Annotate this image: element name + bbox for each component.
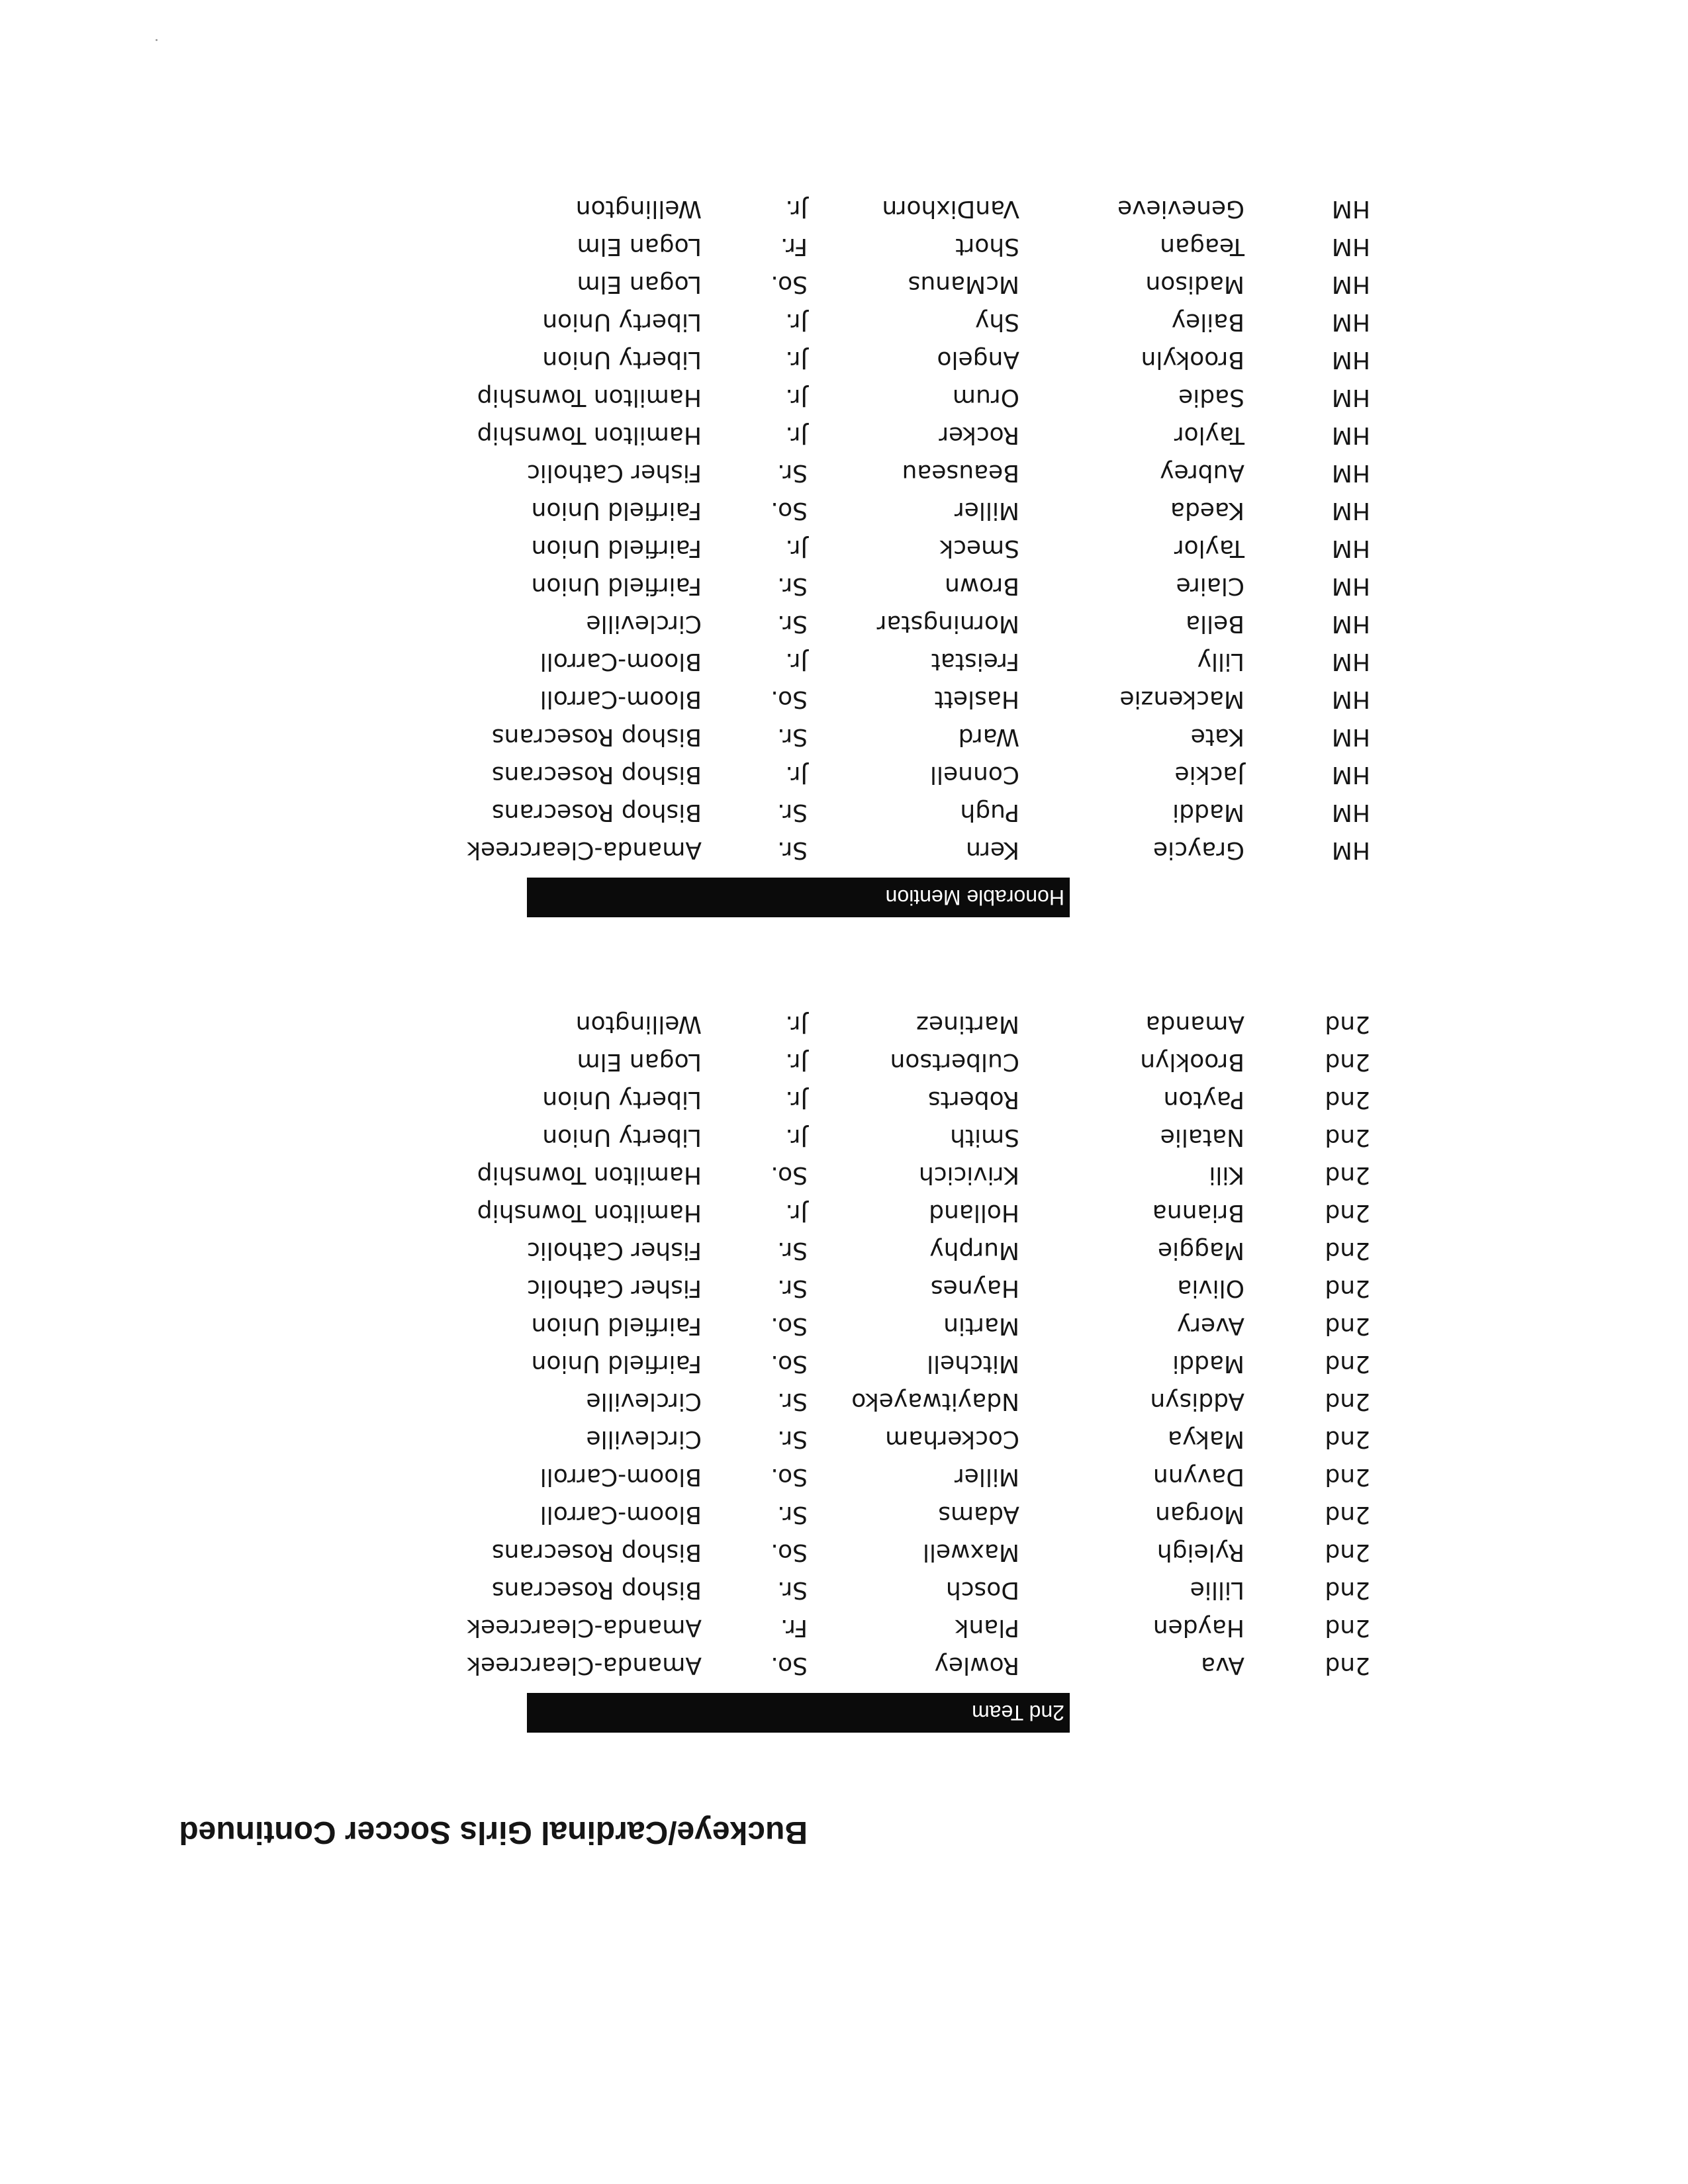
school-cell: Circleville: [586, 1388, 702, 1415]
last-name-cell: Maxwell: [922, 1539, 1019, 1566]
class-year-cell: Sr.: [777, 1237, 808, 1264]
designation-cell: HM: [1331, 648, 1370, 675]
designation-cell: HM: [1331, 723, 1370, 751]
designation-cell: 2nd: [1325, 1086, 1370, 1113]
first-name-cell: Kate: [1190, 723, 1244, 751]
school-cell: Liberty Union: [542, 308, 702, 336]
table-row: [539, 1458, 1370, 1496]
class-year-cell: Sr.: [777, 1501, 808, 1528]
first-name-cell: Brookyln: [1141, 346, 1244, 373]
table-row: [467, 831, 1370, 869]
designation-cell: HM: [1331, 572, 1370, 600]
class-year-cell: So.: [771, 1539, 808, 1566]
class-year-cell: So.: [771, 1463, 808, 1490]
table-row: [531, 1345, 1370, 1383]
designation-cell: 2nd: [1325, 1501, 1370, 1528]
first-name-cell: Ava: [1201, 1652, 1244, 1679]
school-cell: Hamilton Township: [477, 1161, 702, 1189]
table-row: [491, 1571, 1370, 1609]
table-row: [526, 454, 1370, 492]
table-row: [539, 680, 1370, 718]
class-year-cell: Jr.: [785, 308, 808, 336]
school-cell: Wellington: [575, 195, 702, 222]
table-row: [531, 492, 1370, 529]
designation-cell: 2nd: [1325, 1199, 1370, 1226]
school-cell: Amanda-Clearcreek: [467, 1614, 702, 1641]
designation-cell: 2nd: [1325, 1652, 1370, 1679]
last-name-cell: Ndayitwayeko: [851, 1388, 1019, 1415]
honorable-mention-list: [467, 190, 1370, 869]
school-cell: Logan Elm: [577, 1048, 702, 1075]
last-name-cell: Orum: [952, 384, 1019, 411]
table-row: [531, 1307, 1370, 1345]
school-cell: Hamilton Township: [477, 384, 702, 411]
school-cell: Bloom-Carroll: [539, 1463, 702, 1490]
table-row: [531, 529, 1370, 567]
class-year-cell: So.: [771, 1350, 808, 1377]
designation-cell: 2nd: [1325, 1463, 1370, 1490]
designation-cell: HM: [1331, 686, 1370, 713]
class-year-cell: Sr.: [777, 1576, 808, 1604]
designation-cell: HM: [1331, 459, 1370, 486]
table-row: [526, 1269, 1370, 1307]
last-name-cell: McManus: [908, 271, 1019, 298]
class-year-cell: Fr.: [780, 1614, 808, 1641]
first-name-cell: Maddi: [1172, 799, 1244, 826]
table-row: [467, 1647, 1370, 1684]
designation-cell: HM: [1331, 610, 1370, 637]
class-year-cell: Sr.: [777, 723, 808, 751]
first-name-cell: Bailey: [1171, 308, 1244, 336]
table-row: [543, 605, 1370, 643]
table-row: [467, 1609, 1370, 1647]
table-row: [543, 190, 1370, 228]
table-row: [539, 1496, 1370, 1533]
first-name-cell: Payton: [1163, 1086, 1244, 1113]
designation-cell: 2nd: [1325, 1048, 1370, 1075]
class-year-cell: Sr.: [777, 459, 808, 486]
table-row: [477, 1194, 1370, 1232]
first-name-cell: Sadie: [1178, 384, 1244, 411]
last-name-cell: Shy: [975, 308, 1019, 336]
second-team-list: [467, 1005, 1370, 1684]
designation-cell: 2nd: [1325, 1275, 1370, 1302]
first-name-cell: Maddi: [1172, 1350, 1244, 1377]
last-name-cell: Culbertson: [890, 1048, 1019, 1075]
school-cell: Hamilton Township: [477, 1199, 702, 1226]
designation-cell: HM: [1331, 837, 1370, 864]
designation-cell: HM: [1331, 233, 1370, 260]
class-year-cell: Jr.: [785, 384, 808, 411]
first-name-cell: Natalie: [1160, 1124, 1244, 1151]
school-cell: Fairfield Union: [531, 535, 702, 562]
school-cell: Amanda-Clearcreek: [467, 1652, 702, 1679]
last-name-cell: Rowley: [934, 1652, 1019, 1679]
school-cell: Bishop Rosecrans: [491, 1576, 702, 1604]
first-name-cell: Avery: [1176, 1312, 1244, 1340]
table-row: [539, 643, 1370, 680]
last-name-cell: Krivicich: [918, 1161, 1019, 1189]
school-cell: Liberty Union: [542, 346, 702, 373]
section-header-second-team: 2nd Team: [527, 1693, 1070, 1733]
school-cell: Liberty Union: [542, 1124, 702, 1151]
last-name-cell: Dosch: [945, 1576, 1019, 1604]
class-year-cell: Fr.: [780, 233, 808, 260]
last-name-cell: Roberts: [927, 1086, 1019, 1113]
table-row: [491, 794, 1370, 831]
table-row: [491, 756, 1370, 794]
designation-cell: HM: [1331, 535, 1370, 562]
table-row: [526, 1232, 1370, 1269]
last-name-cell: Haslett: [934, 686, 1019, 713]
last-name-cell: Pugh: [960, 799, 1019, 826]
designation-cell: 2nd: [1325, 1426, 1370, 1453]
scan-speck: [156, 39, 158, 41]
table-row: [531, 567, 1370, 605]
school-cell: Fairfield Union: [531, 572, 702, 600]
last-name-cell: Miller: [954, 497, 1019, 524]
table-row: [477, 379, 1370, 416]
last-name-cell: Kern: [966, 837, 1019, 864]
section-header-honorable-mention: Honorable Mention: [527, 878, 1070, 917]
class-year-cell: Jr.: [785, 1048, 808, 1075]
last-name-cell: Martinez: [916, 1011, 1019, 1038]
class-year-cell: Jr.: [785, 346, 808, 373]
class-year-cell: Sr.: [777, 1388, 808, 1415]
class-year-cell: Sr.: [777, 610, 808, 637]
designation-cell: 2nd: [1325, 1539, 1370, 1566]
class-year-cell: So.: [771, 271, 808, 298]
school-cell: Logan Elm: [577, 271, 702, 298]
designation-cell: 2nd: [1325, 1312, 1370, 1340]
class-year-cell: Jr.: [785, 535, 808, 562]
class-year-cell: Jr.: [785, 648, 808, 675]
first-name-cell: Aubrey: [1160, 459, 1244, 486]
designation-cell: 2nd: [1325, 1161, 1370, 1189]
class-year-cell: So.: [771, 497, 808, 524]
class-year-cell: So.: [771, 1161, 808, 1189]
first-name-cell: Taylor: [1174, 422, 1244, 449]
last-name-cell: Mitchell: [927, 1350, 1019, 1377]
last-name-cell: VanDixhorn: [882, 195, 1019, 222]
first-name-cell: Addisyn: [1150, 1388, 1244, 1415]
first-name-cell: Davynn: [1152, 1463, 1244, 1490]
school-cell: Fairfield Union: [531, 1312, 702, 1340]
first-name-cell: Bella: [1186, 610, 1244, 637]
class-year-cell: Jr.: [785, 761, 808, 788]
first-name-cell: Morgan: [1155, 1501, 1244, 1528]
school-cell: Fisher Catholic: [526, 1237, 702, 1264]
school-cell: Bloom-Carroll: [539, 1501, 702, 1528]
school-cell: Hamilton Township: [477, 422, 702, 449]
school-cell: Bishop Rosecrans: [491, 799, 702, 826]
table-row: [543, 265, 1370, 303]
designation-cell: 2nd: [1325, 1576, 1370, 1604]
last-name-cell: Connell: [930, 761, 1019, 788]
school-cell: Bishop Rosecrans: [491, 1539, 702, 1566]
first-name-cell: Amanda: [1145, 1011, 1244, 1038]
school-cell: Circleville: [586, 1426, 702, 1453]
first-name-cell: Lillie: [1190, 1576, 1244, 1604]
page-title: Buckeye/Cardinal Girls Soccer Continued: [179, 1815, 808, 1850]
table-row: [543, 1118, 1370, 1156]
last-name-cell: Angelo: [937, 346, 1019, 373]
table-row: [543, 1081, 1370, 1118]
table-row: [543, 1005, 1370, 1043]
school-cell: Liberty Union: [542, 1086, 702, 1113]
class-year-cell: So.: [771, 1652, 808, 1679]
designation-cell: HM: [1331, 422, 1370, 449]
last-name-cell: Martin: [943, 1312, 1019, 1340]
last-name-cell: Freistat: [931, 648, 1019, 675]
class-year-cell: Sr.: [777, 1426, 808, 1453]
school-cell: Bishop Rosecrans: [491, 761, 702, 788]
designation-cell: HM: [1331, 761, 1370, 788]
school-cell: Fisher Catholic: [526, 1275, 702, 1302]
class-year-cell: Sr.: [777, 572, 808, 600]
designation-cell: 2nd: [1325, 1614, 1370, 1641]
first-name-cell: Ryleigh: [1156, 1539, 1244, 1566]
table-row: [477, 416, 1370, 454]
table-row: [543, 1383, 1370, 1420]
last-name-cell: Short: [955, 233, 1019, 260]
designation-cell: 2nd: [1325, 1350, 1370, 1377]
designation-cell: 2nd: [1325, 1388, 1370, 1415]
school-cell: Amanda-Clearcreek: [467, 837, 702, 864]
class-year-cell: Jr.: [785, 195, 808, 222]
designation-cell: HM: [1331, 346, 1370, 373]
class-year-cell: Sr.: [777, 1275, 808, 1302]
class-year-cell: Jr.: [785, 1011, 808, 1038]
first-name-cell: Makya: [1167, 1426, 1244, 1453]
school-cell: Logan Elm: [577, 233, 702, 260]
last-name-cell: Ward: [958, 723, 1019, 751]
first-name-cell: Brianna: [1152, 1199, 1244, 1226]
school-cell: Bloom-Carroll: [539, 648, 702, 675]
first-name-cell: Kili: [1209, 1161, 1244, 1189]
school-cell: Wellington: [575, 1011, 702, 1038]
school-cell: Fisher Catholic: [526, 459, 702, 486]
table-row: [543, 303, 1370, 341]
first-name-cell: Madison: [1145, 271, 1244, 298]
last-name-cell: Haynes: [930, 1275, 1019, 1302]
designation-cell: HM: [1331, 308, 1370, 336]
table-row: [543, 341, 1370, 379]
class-year-cell: Jr.: [785, 422, 808, 449]
class-year-cell: Jr.: [785, 1086, 808, 1113]
last-name-cell: Smith: [950, 1124, 1019, 1151]
school-cell: Bloom-Carroll: [539, 686, 702, 713]
table-row: [543, 1043, 1370, 1081]
last-name-cell: Adams: [938, 1501, 1019, 1528]
class-year-cell: Jr.: [785, 1124, 808, 1151]
first-name-cell: Lilly: [1197, 648, 1244, 675]
last-name-cell: Plank: [955, 1614, 1019, 1641]
class-year-cell: Sr.: [777, 799, 808, 826]
class-year-cell: So.: [771, 1312, 808, 1340]
last-name-cell: Smeck: [939, 535, 1019, 562]
last-name-cell: Miller: [954, 1463, 1019, 1490]
last-name-cell: Murphy: [929, 1237, 1019, 1264]
last-name-cell: Beauseau: [902, 459, 1019, 486]
first-name-cell: Claire: [1176, 572, 1244, 600]
table-row: [491, 718, 1370, 756]
class-year-cell: Jr.: [785, 1199, 808, 1226]
designation-cell: 2nd: [1325, 1237, 1370, 1264]
designation-cell: 2nd: [1325, 1124, 1370, 1151]
school-cell: Fairfield Union: [531, 1350, 702, 1377]
last-name-cell: Brown: [945, 572, 1019, 600]
designation-cell: HM: [1331, 497, 1370, 524]
first-name-cell: Genevieve: [1117, 195, 1244, 222]
designation-cell: HM: [1331, 195, 1370, 222]
table-row: [543, 1420, 1370, 1458]
designation-cell: 2nd: [1325, 1011, 1370, 1038]
first-name-cell: Kaeda: [1170, 497, 1244, 524]
first-name-cell: Maggie: [1158, 1237, 1244, 1264]
last-name-cell: Rocker: [939, 422, 1019, 449]
designation-cell: HM: [1331, 271, 1370, 298]
first-name-cell: Mackenzie: [1119, 686, 1244, 713]
school-cell: Circleville: [586, 610, 702, 637]
table-row: [477, 1156, 1370, 1194]
first-name-cell: Hayden: [1152, 1614, 1244, 1641]
first-name-cell: Teagan: [1160, 233, 1244, 260]
last-name-cell: Holland: [929, 1199, 1019, 1226]
first-name-cell: Olivia: [1177, 1275, 1244, 1302]
school-cell: Fairfield Union: [531, 497, 702, 524]
school-cell: Bishop Rosecrans: [491, 723, 702, 751]
first-name-cell: Jackie: [1174, 761, 1244, 788]
designation-cell: HM: [1331, 799, 1370, 826]
designation-cell: HM: [1331, 384, 1370, 411]
first-name-cell: Brooklyn: [1140, 1048, 1244, 1075]
table-row: [491, 1533, 1370, 1571]
last-name-cell: Cockerham: [885, 1426, 1019, 1453]
first-name-cell: Taylor: [1174, 535, 1244, 562]
table-row: [543, 228, 1370, 265]
first-name-cell: Graycie: [1152, 837, 1244, 864]
last-name-cell: Morningstar: [876, 610, 1019, 637]
class-year-cell: Sr.: [777, 837, 808, 864]
class-year-cell: So.: [771, 686, 808, 713]
